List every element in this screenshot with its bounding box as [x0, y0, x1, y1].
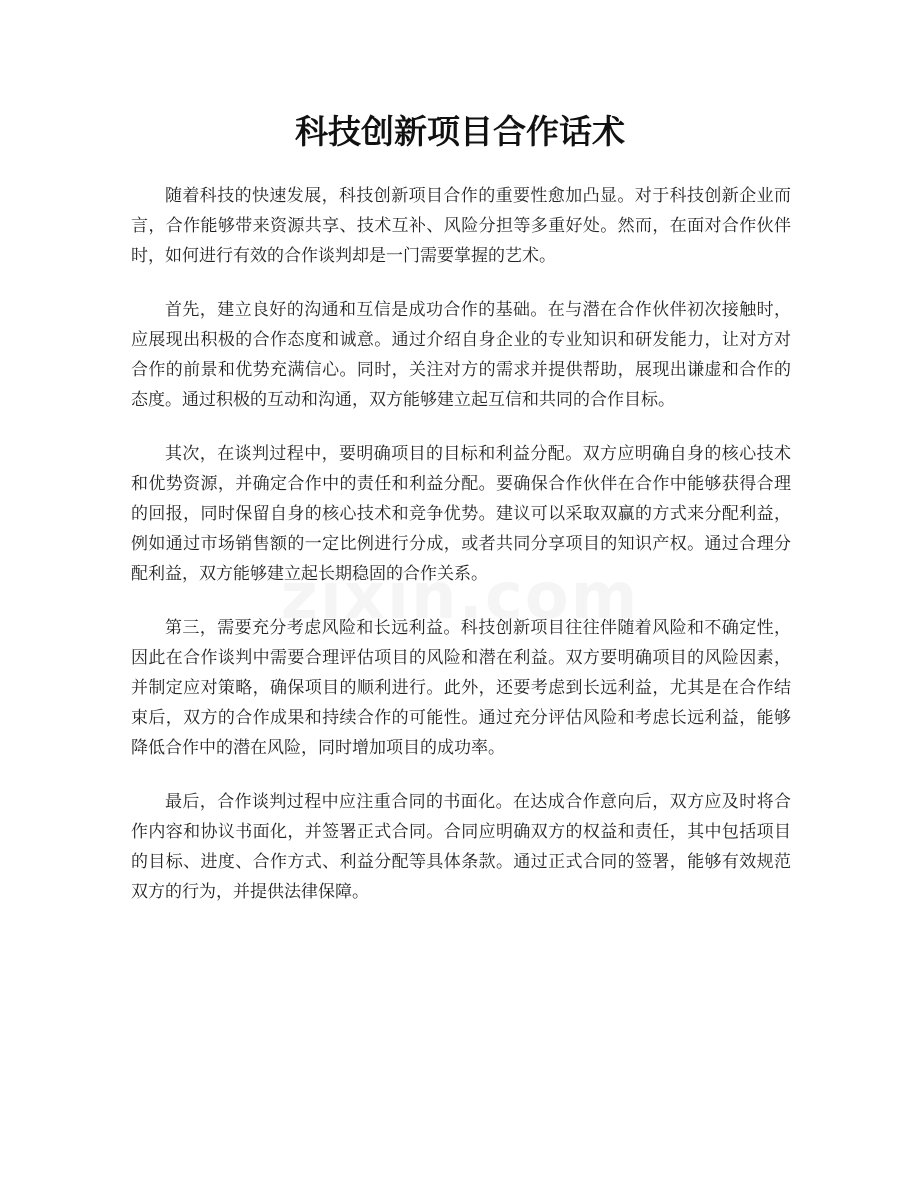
paragraph-third: 第三，需要充分考虑风险和长远利益。科技创新项目往往伴随着风险和不确定性，因此在合作谈判中需要合理评估项目的风险和潜在利益。双方要明确项目的风险因素，并制定应对策略，确保项目的顺利进行。此外，还要考虑到长远利益，尤其是在合作结束后，双方的合作成果和持续合作的可能性。通过充分评估风险和考虑长远利益，能够降低合作中的潜在风险，同时增加项目的成功率。 — [131, 618, 791, 758]
paragraph-first: 首先，建立良好的沟通和互信是成功合作的基础。在与潜在合作伙伴初次接触时，应展现出积极的合作态度和诚意。通过介绍自身企业的专业知识和研发能力，让对方对合作的前景和优势充满信心。同时，关注对方的需求并提供帮助，展现出谦虚和合作的态度。通过积极的互动和沟通，双方能够建立起互信和共同的合作目标。 — [131, 300, 791, 410]
document-body — [131, 181, 791, 931]
paragraph-intro: 随着科技的快速发展，科技创新项目合作的重要性愈加凸显。对于科技创新企业而言，合作能够带来资源共享、技术互补、风险分担等多重好处。然而，在面对合作伙伴时，如何进行有效的合作谈判却是一门需要掌握的艺术。 — [131, 186, 791, 266]
paragraph-last: 最后，合作谈判过程中应注重合同的书面化。在达成合作意向后，双方应及时将合作内容和协议书面化，并签署正式合同。合同应明确双方的权益和责任，其中包括项目的目标、进度、合作方式、利益分配等具体条款。通过正式合同的签署，能够有效规范双方的行为，并提供法律保障。 — [131, 792, 791, 902]
document-title: 科技创新项目合作话术 — [295, 112, 625, 151]
paragraph-second: 其次，在谈判过程中，要明确项目的目标和利益分配。双方应明确自身的核心技术和优势资源，并确定合作中的责任和利益分配。要确保合作伙伴在合作中能够获得合理的回报，同时保留自身的核心技术和竞争优势。建议可以采取双赢的方式来分配利益，例如通过市场销售额的一定比例进行分成，或者共同分享项目的知识产权。通过合理分配利益，双方能够建立起长期稳固的合作关系。 — [131, 444, 791, 584]
